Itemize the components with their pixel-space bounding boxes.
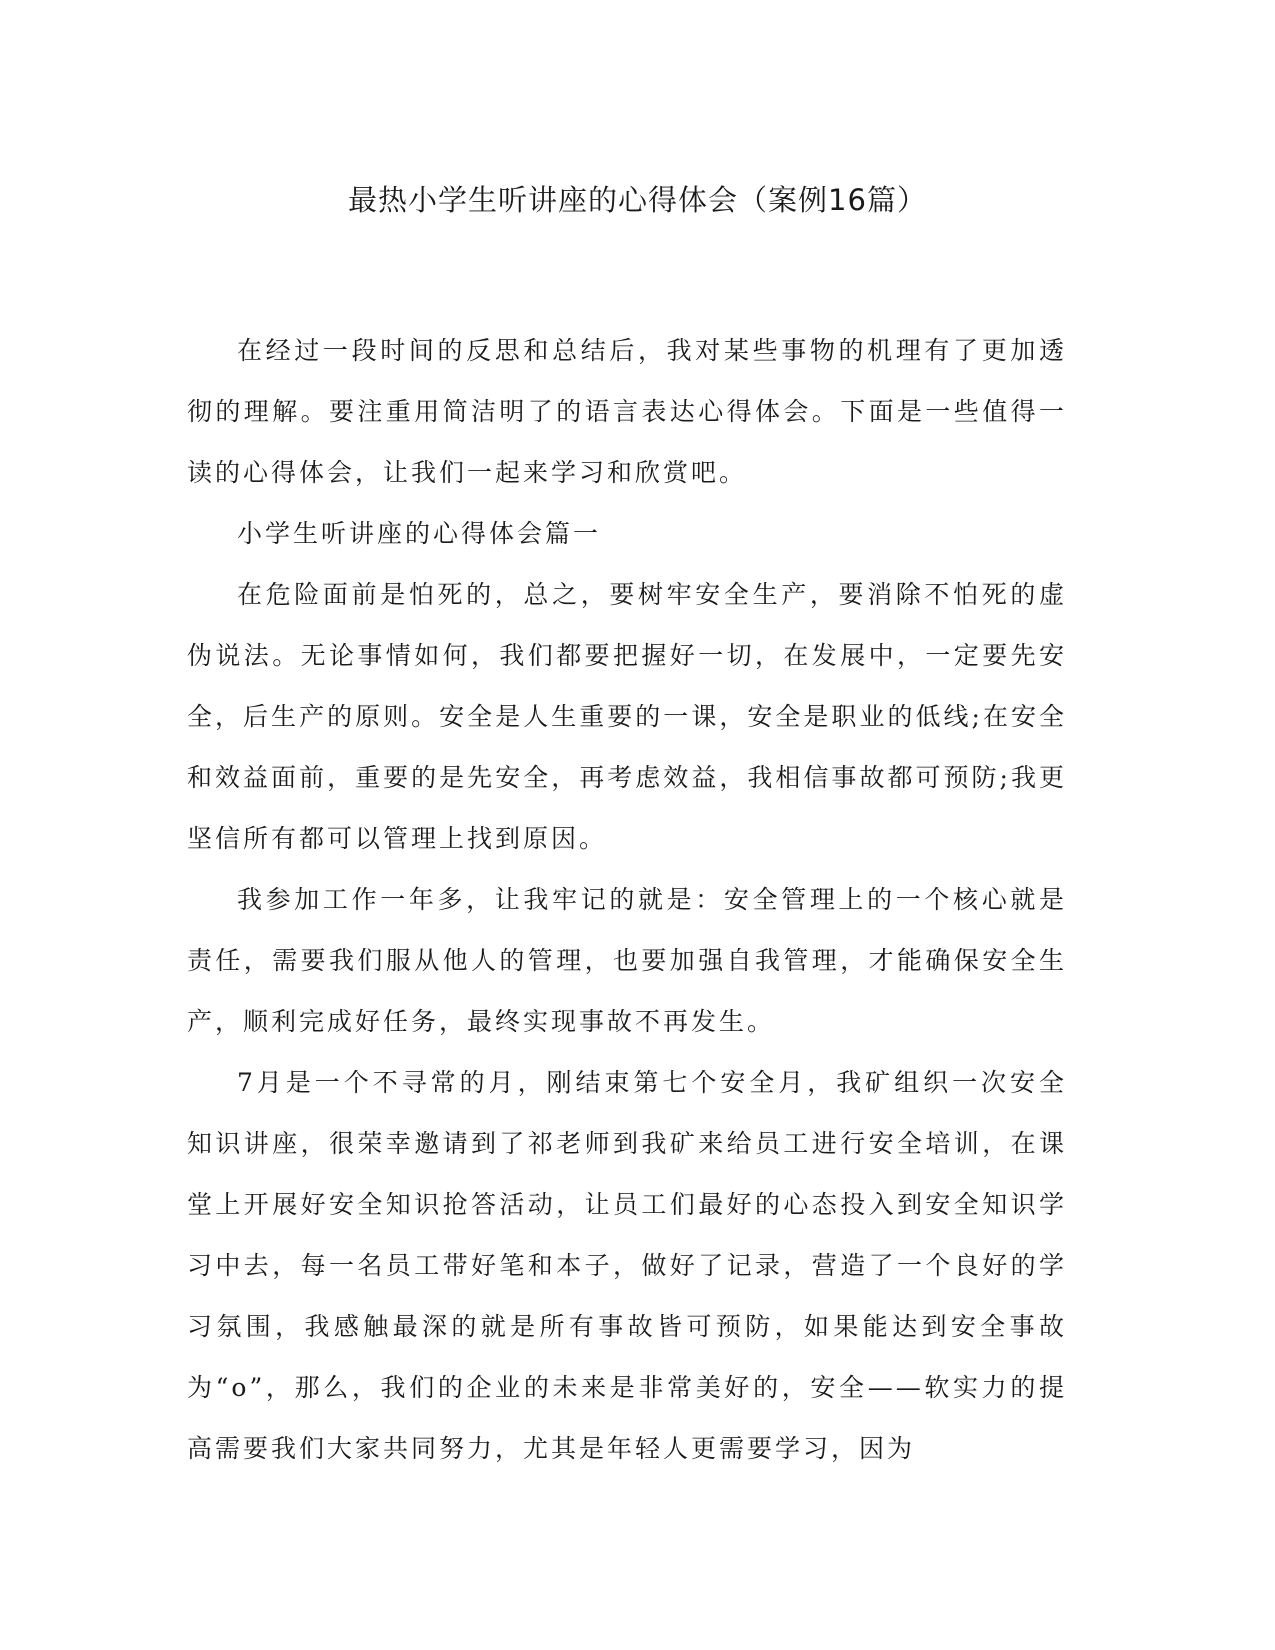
- intro-paragraph: 在经过一段时间的反思和总结后，我对某些事物的机理有了更加透彻的理解。要注重用简洁明了的语言表达心得体会。下面是一些值得一读的心得体会，让我们一起来学习和欣赏吧。: [187, 336, 1067, 487]
- body-paragraph: 7月是一个不寻常的月，刚结束第七个安全月，我矿组织一次安全知识讲座，很荣幸邀请到了祁老师到我矿来给员工进行安全培训，在课堂上开展好安全知识抢答活动，让员工们最好的心态投入到安全知识学习中去，每一名员工带好笔和本子，做好了记录，营造了一个良好的学习氛围，我感触最深的就是所有事故皆可预防，如果能达到安全事故为“o”，那么，我们的企业的未来是非常美好的，安全——软实力的提高需要我们大家共同努力，尤其是年轻人更需要学习，因为: [187, 1068, 1067, 1463]
- document-title: 最热小学生听讲座的心得体会（案例16篇）: [348, 183, 927, 217]
- section-heading: 小学生听讲座的心得体会篇一: [237, 519, 602, 548]
- body-paragraph: 我参加工作一年多，让我牢记的就是：安全管理上的一个核心就是责任，需要我们服从他人的管理，也要加强自我管理，才能确保安全生产，顺利完成好任务，最终实现事故不再发生。: [187, 885, 1067, 1036]
- document-body: [187, 320, 1067, 1479]
- body-paragraph: 在危险面前是怕死的，总之，要树牢安全生产，要消除不怕死的虚伪说法。无论事情如何，我们都要把握好一切，在发展中，一定要先安全，后生产的原则。安全是人生重要的一课，安全是职业的低线;在安全和效益面前，重要的是先安全，再考虑效益，我相信事故都可预防;我更坚信所有都可以管理上找到原因。: [187, 580, 1067, 853]
